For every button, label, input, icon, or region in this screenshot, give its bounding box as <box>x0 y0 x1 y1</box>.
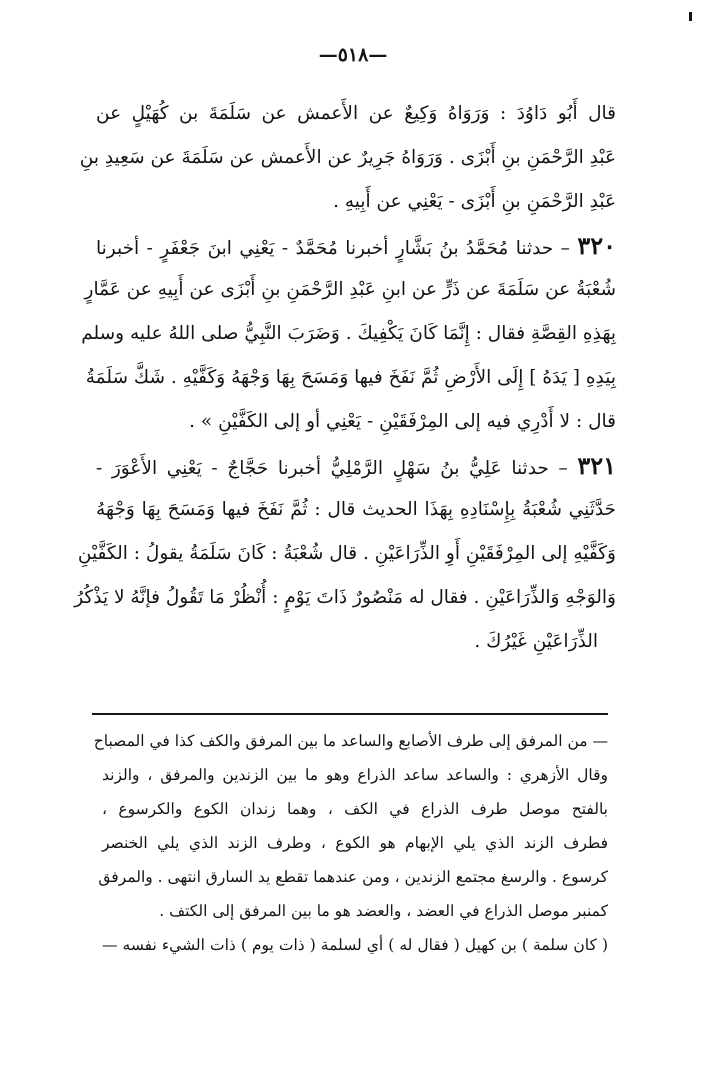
text-line: عَبْدِ الرَّحْمَنِ بنِ أَبْزَى . وَرَوَاهُ جَرِيرٌ عن الأَعمش عن سَلَمَةَ عن سَعِيدِ بنِ <box>79 147 616 168</box>
text-line: عَبْدِ الرَّحْمَنِ بنِ أَبْزَى - يَعْنِي عن أَبِيهِ . <box>333 191 616 212</box>
footnote-line: فطرف الزند الذي يلي الإبهام هو الكوع ، وطرف الزند الذي يلي الخنصر <box>102 834 608 852</box>
text-line: وَالوَجْهِ وَالذِّرَاعَيْنِ . فقال له مَنْصُورٌ ذَاتَ يَوْمٍ : أُنْظُرْ مَا تَقُولُ فإنَّهُ لا يَذْكُرُ <box>74 587 616 608</box>
page-number: —٥١٨— <box>318 44 388 66</box>
footnotes <box>93 724 608 962</box>
hadith-number-320: ٣٢٠ <box>577 231 616 260</box>
hadith-321-line <box>96 444 616 488</box>
text-line: وَكَفَّيْهِ إلى المِرْفَقَيْنِ أَوِ الذِّرَاعَيْنِ . قال شُعْبَةُ : كَانَ سَلَمَةُ يقولُ : الكَفَّيْنِ <box>77 543 616 564</box>
hadith-321-text: – حدثنا عَلِيُّ بنُ سَهْلٍ الرَّمْلِيُّ أخبرنا حَجَّاجٌ - يَعْنِي الأَعْوَرَ - <box>96 458 568 479</box>
footnote-line: كمنبر موصل الذراع في العضد ، والعضد هو ما بين المرفق إلى الكتف . <box>159 902 608 920</box>
text-line: قال : لا أَدْرِي فيه إلى المِرْفَقَيْنِ - يَعْنِي أو إلى الكَفَّيْنِ » . <box>189 411 616 432</box>
hadith-320-line <box>96 224 616 268</box>
text-line: قال أَبُو دَاوُدَ : وَرَوَاهُ وَكِيعٌ عن الأَعمش عن سَلَمَةَ بن كُهَيْلٍ عن <box>96 103 616 124</box>
corner-mark <box>689 12 692 21</box>
text-line: الذِّرَاعَيْنِ غَيْرُكَ . <box>474 631 598 652</box>
footnote-line: كرسوع . والرسغ مجتمع الزندين ، ومن عندهما تقطع يد السارق انتهى . والمرفق <box>98 868 608 886</box>
footnote-line: — من المرفق إلى طرف الأصابع والساعد ما بين المرفق والكف كذا في المصباح <box>93 732 608 750</box>
text-line: حَدَّثَنِي شُعْبَةُ بِإِسْنَادِهِ بِهَذَا الحديث قال : ثُمَّ نَفَخَ فيها وَمَسَحَ بِهَا وَجْهَهُ <box>96 499 616 520</box>
text-line: بِيَدِهِ [ يَدَهُ ] إِلَى الأَرْضِ ثُمَّ نَفَخَ فيها وَمَسَحَ بِهَا وَجْهَهُ وَكَفَّيْهِ . شَكَّ سَلَمَةُ <box>85 367 616 388</box>
hadith-320-text: – حدثنا مُحَمَّدُ بنُ بَشَّارٍ أخبرنا مُحَمَّدٌ - يَعْنِي ابنَ جَعْفَرٍ - أخبرنا <box>96 238 570 259</box>
footnote-line: ( كان سلمة ) بن كهيل ( فقال له ) أي لسلمة ( ذات يوم ) ذات الشيء نفسه — <box>102 936 608 954</box>
footnote-line: وقال الأزهري : والساعد ساعد الذراع وهو ما بين الزندين والمرفق ، والزند <box>102 766 608 784</box>
text-line: شُعْبَةُ عن سَلَمَةَ عن ذَرٍّ عن ابنِ عَبْدِ الرَّحْمَنِ بنِ أَبْزَى عن أَبِيهِ عن عَمَّارٍ <box>84 279 616 300</box>
footnote-divider <box>92 713 608 715</box>
footnote-line: بالفتح موصل طرف الذراع في الكف ، وهما زندان الكوع والكرسوع ، <box>102 800 608 818</box>
main-text <box>74 92 616 664</box>
hadith-number-321: ٣٢١ <box>577 451 616 480</box>
text-line: بِهَذِهِ القِصَّةِ فقال : إِنَّمَا كَانَ يَكْفِيكَ . وَضَرَبَ النَّبِيُّ صلى اللهُ عليه وسلم <box>81 323 616 344</box>
